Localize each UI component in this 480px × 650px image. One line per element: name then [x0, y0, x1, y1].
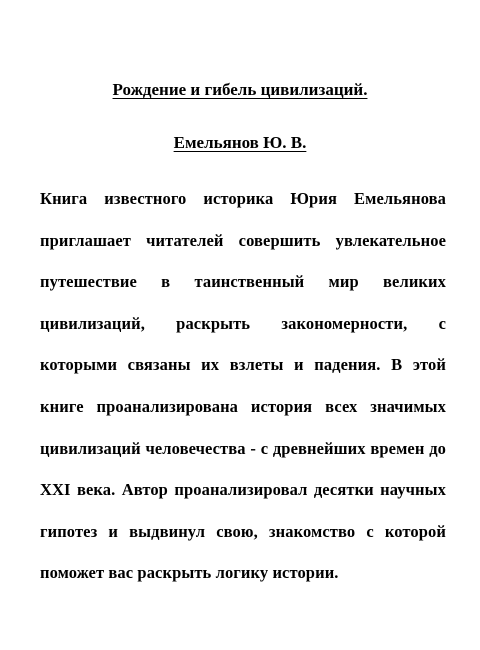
book-author: Емельянов Ю. В.	[173, 133, 307, 152]
book-description: Книга известного историка Юрия Емельянова приглашает читателей совершить увлекательное путешествие в таинственный мир великих цивилизаций, раскрыть закономерности, с которыми связаны их взлеты и падения. В этой книге проанализирована история всех значимых цивилизаций человечества - с древнейших времен до XXI века. Автор проанализировал десятки научных гипотез и выдвинул свою, знакомство с которой поможет вас раскрыть логику истории.	[40, 189, 446, 583]
book-title: Рождение и гибель цивилизаций.	[112, 80, 368, 99]
